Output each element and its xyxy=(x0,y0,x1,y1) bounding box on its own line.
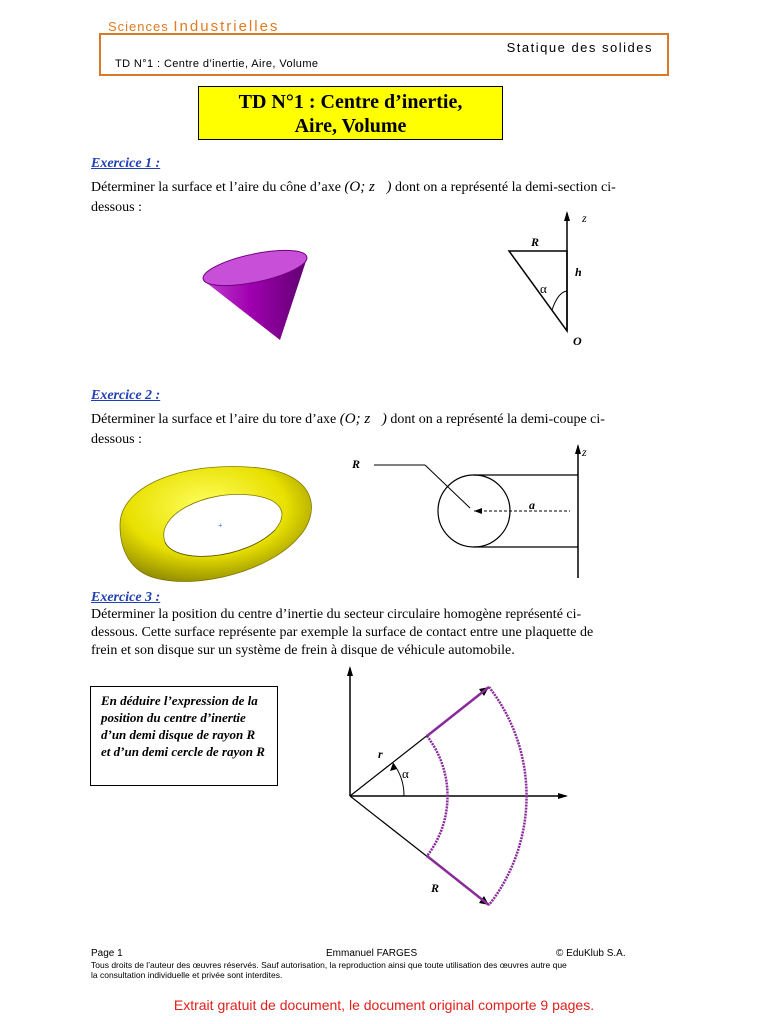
torus-illustration xyxy=(110,450,320,595)
z-axis-label: z⃗ xyxy=(582,211,597,225)
ex2-text-line2: dessous : xyxy=(91,432,142,447)
z-axis-arrow xyxy=(564,211,570,221)
ex3-heading: Exercice 3 : xyxy=(91,590,161,605)
R-label: R xyxy=(431,881,440,895)
header-subject: Statique des solides xyxy=(506,40,653,55)
R-label: R xyxy=(531,235,540,249)
cone-half-section-diagram xyxy=(495,205,605,345)
z-axis-label: z⃗ xyxy=(582,445,597,459)
ex2-heading: Exercice 2 : xyxy=(91,388,161,403)
ex1-heading: Exercice 1 : xyxy=(91,156,161,171)
alpha-label: α xyxy=(540,281,547,296)
brand-small: Sciences xyxy=(108,19,169,34)
brand-big: Industrielles xyxy=(173,18,280,35)
footer-rights-line1: Tous droits de l’auteur des œuvres réservés. Sauf autorisation, la reproduction ainsi que toute utilisation des œuvres autre que xyxy=(91,960,567,970)
footer-rights xyxy=(91,960,691,980)
ex2-axis-formula: (O; z⃗) xyxy=(339,411,387,427)
R-label: R xyxy=(352,457,361,471)
ex1-text-line1 xyxy=(91,177,691,198)
page-title xyxy=(198,86,503,140)
sector-upper-edge xyxy=(427,687,489,736)
cone-illustration xyxy=(180,220,330,385)
footer-copyright: © EduKlub S.A. xyxy=(556,948,626,959)
ex3-note-text: En déduire l’expression de la position du centre d’inertie d’un demi disque de rayon R et d’un demi cercle de rayon R xyxy=(101,693,265,759)
header-box xyxy=(99,33,669,76)
torus-body xyxy=(120,467,311,582)
footer-author: Emmanuel FARGES xyxy=(326,948,418,959)
header-doc-ref: TD N°1 : Centre d’inertie, Aire, Volume xyxy=(115,58,319,70)
ex3-text-line2: dessous. Cette surface représente par exemple la surface de contact entre une plaquette de xyxy=(91,625,594,640)
circular-sector-diagram xyxy=(330,660,580,920)
footer-rights-line2: la consultation individuelle et privée sont interdites. xyxy=(91,970,283,980)
half-section-triangle xyxy=(509,251,567,331)
ex1-text-line2: dessous : xyxy=(91,200,142,215)
title-line-2: Aire, Volume xyxy=(294,115,407,137)
footer-page: Page 1 xyxy=(91,948,123,959)
y-axis-arrow xyxy=(347,666,353,676)
ex3-text xyxy=(91,606,701,660)
a-dimension-arrow xyxy=(474,508,482,514)
x-axis-arrow xyxy=(558,793,568,799)
R-leader-diagonal xyxy=(425,465,470,508)
z-axis-arrow xyxy=(575,444,581,454)
a-label: a xyxy=(529,498,535,512)
ex1-text-after: dont on a représenté la demi-section ci- xyxy=(395,180,616,195)
ex1-axis-formula: (O; z⃗) xyxy=(344,179,392,195)
extract-notice: Extrait gratuit de document, le document original comporte 9 pages. xyxy=(173,997,595,1013)
h-label: h xyxy=(575,265,582,279)
ex3-text-line1: Déterminer la position du centre d’inertie du secteur circulaire homogène représenté ci- xyxy=(91,607,582,622)
title-line-1: TD N°1 : Centre d’inertie, xyxy=(238,91,463,113)
ex1-text-before: Déterminer la surface et l’aire du cône d’axe xyxy=(91,180,341,195)
ex2-text-line1 xyxy=(91,409,691,430)
ex3-text-line3: frein et son disque sur un système de frein à disque de véhicule automobile. xyxy=(91,643,515,658)
O-label: O xyxy=(573,334,582,345)
alpha-arc xyxy=(552,291,567,310)
ex2-text-before: Déterminer la surface et l’aire du tore d’axe xyxy=(91,412,337,427)
torus-half-section-diagram xyxy=(340,440,600,585)
torus-center-mark: + xyxy=(218,521,223,530)
ex2-text-after: dont on a représenté la demi-coupe ci- xyxy=(390,412,605,427)
ex3-note-box xyxy=(90,686,278,786)
r-label: r xyxy=(378,747,383,761)
alpha-label: α xyxy=(402,766,409,781)
